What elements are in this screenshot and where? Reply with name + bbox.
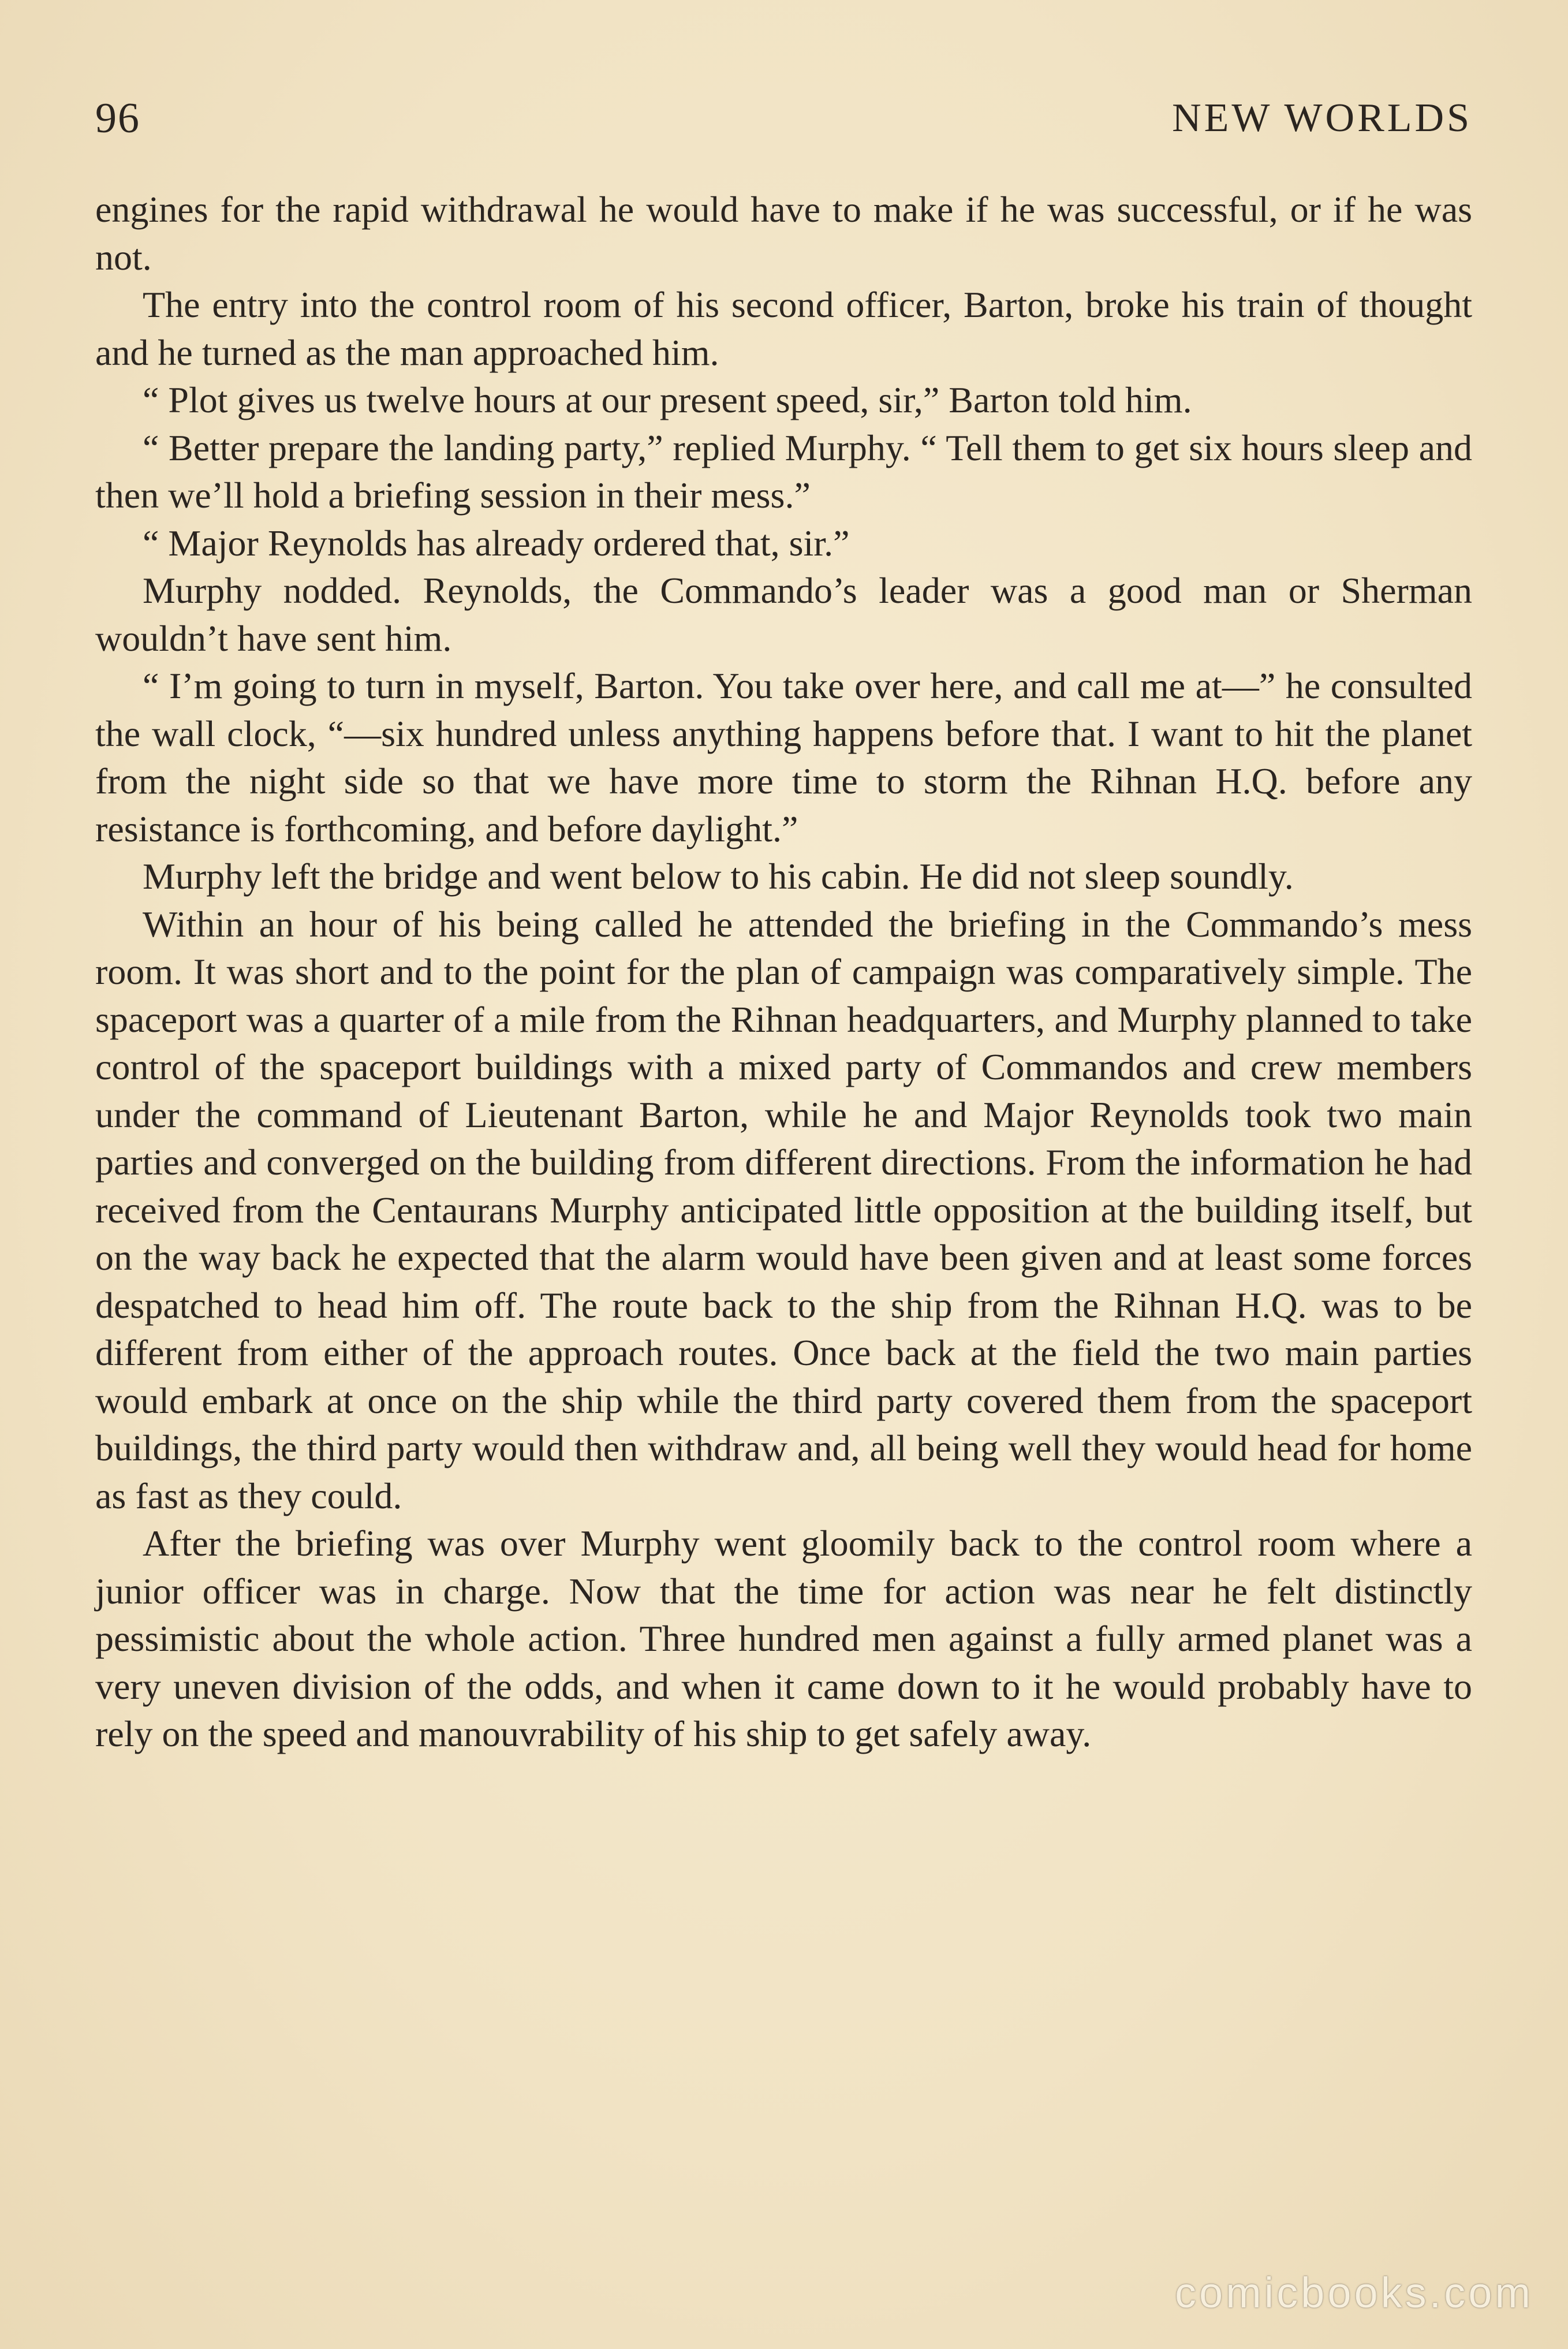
running-head: NEW WORLDS	[1172, 96, 1472, 140]
page-number: 96	[95, 95, 140, 142]
paragraph: “ I’m going to turn in myself, Barton. You take over here, and call me at—” he consulted the wall clock, “—six hundred unless anything happens before that. I want to hit the planet from the night side so that we have more time to storm the Rihnan H.Q. before any resistance is forthcoming, and before daylight.”	[95, 665, 1472, 849]
page-header	[95, 87, 1472, 150]
body-text	[95, 186, 1472, 1758]
paragraph: Within an hour of his being called he attended the briefing in the Commando’s mess room. It was short and to the point for the plan of campaign was comparatively simple. The spaceport was a quarter of a mile from the Rihnan headquarters, and Murphy planned to take control of the spaceport buildings with a mixed party of Commandos and crew members under the command of Lieutenant Barton, while he and Major Reynolds took two main parties and converged on the building from different directions. From the information he had received from the Centaurans Murphy anticipated little opposition at the building itself, but on the way back he expected that the alarm would have been given and at least some forces despatched to head him off. The route back to the ship from the Rihnan H.Q. was to be different from either of the approach routes. Once back at the field the two main parties would embark at once on the ship while the third party covered them from the spaceport buildings, the third party would then withdraw and, all being well they would head for home as fast as they could.	[95, 903, 1472, 1516]
paragraph: Murphy nodded. Reynolds, the Commando’s leader was a good man or Sherman wouldn’t have sent him.	[95, 570, 1472, 659]
watermark: comicbooks.com	[1174, 2269, 1533, 2317]
paragraph: engines for the rapid withdrawal he would have to make if he was successful, or if he was not.	[95, 189, 1472, 278]
paragraph: After the briefing was over Murphy went gloomily back to the control room where a junior officer was in charge. Now that the time for action was near he felt distinctly pessimistic about the whole action. Three hundred men against a fully armed planet was a very uneven division of the odds, and when it came down to it he would probably have to rely on the speed and manouvrability of his ship to get safely away.	[95, 1523, 1472, 1754]
paragraph: “ Major Reynolds has already ordered that, sir.”	[143, 522, 850, 564]
paragraph: The entry into the control room of his second officer, Barton, broke his train of thought and he turned as the man approached him.	[95, 284, 1472, 373]
paragraph: Murphy left the bridge and went below to his cabin. He did not sleep soundly.	[143, 856, 1294, 897]
paragraph: “ Plot gives us twelve hours at our present speed, sir,” Barton told him.	[143, 379, 1192, 420]
paragraph: “ Better prepare the landing party,” replied Murphy. “ Tell them to get six hours sleep and then we’ll hold a briefing session in their mess.”	[95, 427, 1472, 516]
